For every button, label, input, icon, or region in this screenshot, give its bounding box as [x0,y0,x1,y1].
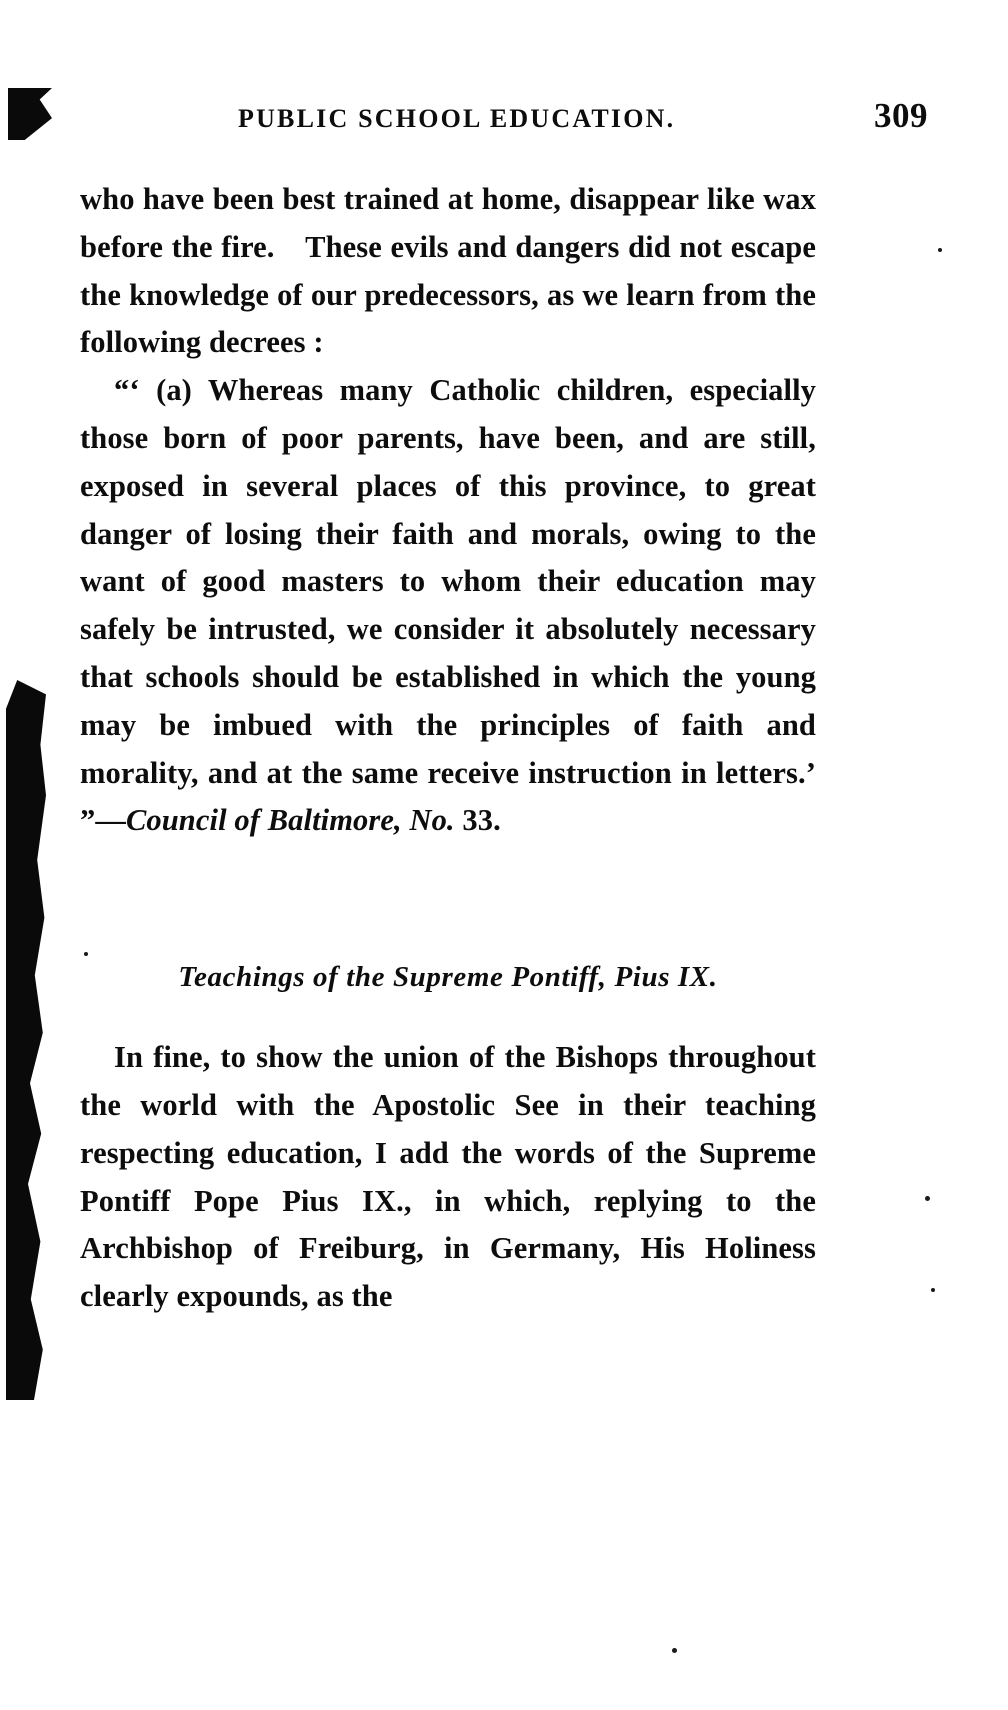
running-head [80,96,928,136]
page-number: 309 [874,96,928,135]
quoted-decree-text: “‘ (a) Whereas many Catholic children, especially those born of poor parents, have been, and are still, exposed in several places of this province, to great danger of losing their faith and morals, owing to the want of good masters to whom their education may safely be intrusted, we consider it absolutely necessary that schools should be established in which the young may be imbued with the principles of faith and morality, and at the same receive instruction in letters.’ ”— [80,373,816,838]
section-heading: Teachings of the Supreme Pontiff, Pius IX. [178,961,718,994]
quoted-decree-citation-number: 33. [454,803,501,838]
paragraph-pius-ix-intro: In fine, to show the union of the Bishops throughout the world with the Apostolic See in their teaching respecting education, I add the words of the Supreme Pontiff Pope Pius IX., in which, replying to the Archbishop of Freiburg, in Germany, His Holiness clearly expounds, as the [80,1040,816,1314]
quoted-decree-citation: Council of Baltimore, No. [125,803,455,838]
body-text-column [80,176,816,1321]
paragraph-continuation: who have been best trained at home, disappear like wax before the fire. These evils and dangers did not escape the knowledge of our predecessors, as we learn from the following decrees : [80,182,816,360]
paragraph-quoted-decree [80,367,816,845]
running-head-title: PUBLIC SCHOOL EDUCATION. [238,104,676,133]
